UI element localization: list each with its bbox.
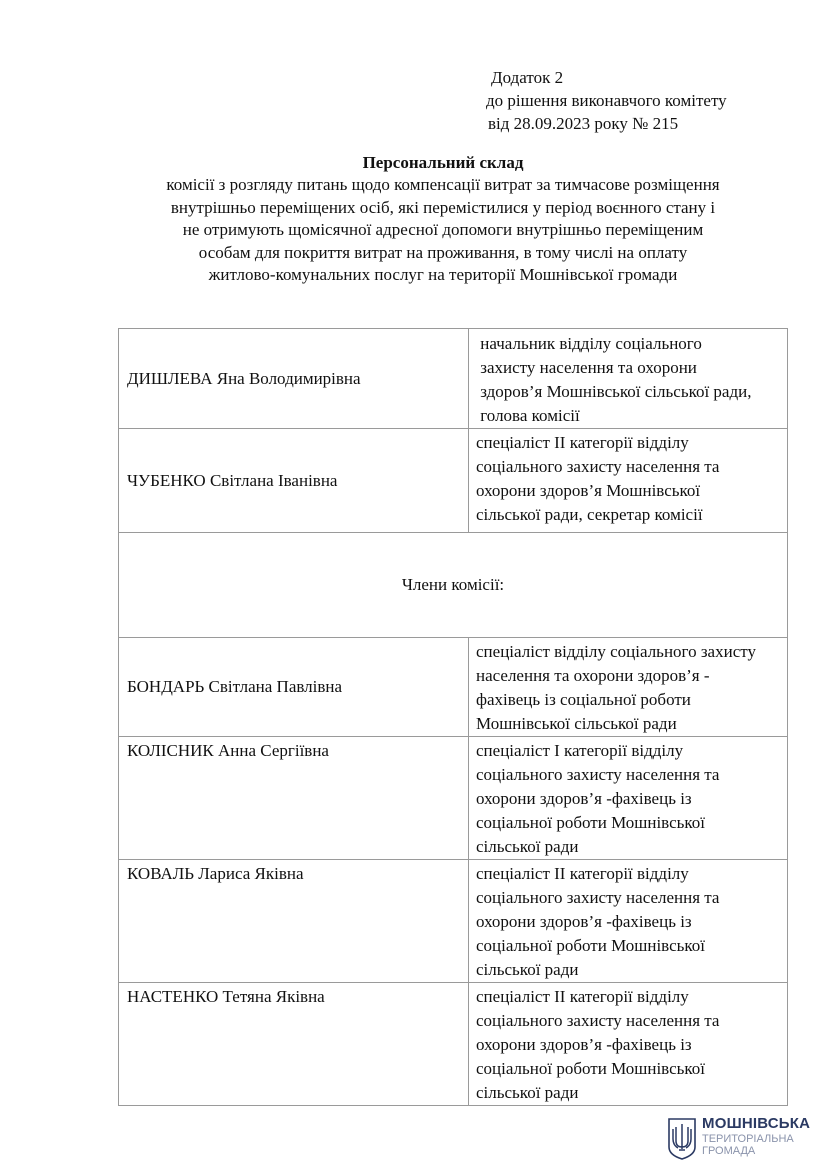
member-role <box>469 429 788 533</box>
logo-line-3: ГРОМАДА <box>702 1145 756 1157</box>
role-line: сільської ради <box>476 960 579 979</box>
subtitle-line: внутрішньо переміщених осіб, які перемістилися у період воєнного стану і <box>170 197 716 217</box>
role-line: охорони здоров’я -фахівець із <box>476 912 692 931</box>
member-name: КОВАЛЬ Лариса Яківна <box>119 860 469 983</box>
role-line: населення та охорони здоров’я - <box>476 666 710 685</box>
document-subtitle <box>100 174 786 287</box>
role-line: захисту населення та охорони <box>476 358 697 377</box>
role-line: охорони здоров’я -фахівець із <box>476 789 692 808</box>
role-line: соціального захисту населення та <box>476 888 720 907</box>
table-row <box>119 329 788 429</box>
member-role <box>469 329 788 429</box>
document-title: Персональний склад <box>362 153 524 172</box>
table-row <box>119 860 788 983</box>
table-row <box>119 737 788 860</box>
role-line: спеціаліст ІІ категорії відділу <box>476 987 689 1006</box>
table-row <box>119 983 788 1106</box>
table-row <box>119 533 788 638</box>
role-line: соціальної роботи Мошнівської <box>476 813 706 832</box>
role-line: соціальної роботи Мошнівської <box>476 936 706 955</box>
member-role <box>469 737 788 860</box>
role-line: спеціаліст ІІ категорії відділу <box>476 433 689 452</box>
subtitle-line: комісії з розгляду питань щодо компенсації витрат за тимчасове розміщення <box>166 175 720 194</box>
role-line: сільської ради, секретар комісії <box>476 505 703 524</box>
table-row <box>119 638 788 737</box>
role-line: соціальної роботи Мошнівської <box>476 1059 706 1078</box>
annex-decision-ref: до рішення виконавчого комітету <box>486 91 727 110</box>
logo-brand: МОШНІВСЬКА <box>702 1115 811 1132</box>
logo-line-2: ТЕРИТОРІАЛЬНА <box>702 1133 794 1145</box>
role-line: начальник відділу соціального <box>476 334 702 353</box>
annex-number: Додаток 2 <box>491 68 564 87</box>
table-row <box>119 429 788 533</box>
annex-date: від 28.09.2023 року № 215 <box>488 114 679 133</box>
role-line: охорони здоров’я Мошнівської <box>476 481 701 500</box>
role-line: сільської ради <box>476 837 579 856</box>
role-line: фахівець із соціальної роботи <box>476 690 691 709</box>
member-role <box>469 983 788 1106</box>
role-line: соціального захисту населення та <box>476 1011 720 1030</box>
commission-table <box>118 328 788 1106</box>
role-line: спеціаліст І категорії відділу <box>476 741 684 760</box>
member-name: ДИШЛЕВА Яна Володимирівна <box>119 329 469 429</box>
member-name: КОЛІСНИК Анна Сергіївна <box>119 737 469 860</box>
role-line: сільської ради <box>476 1083 579 1102</box>
role-line: Мошнівської сільської ради <box>476 714 677 733</box>
role-line: спеціаліст ІІ категорії відділу <box>476 864 689 883</box>
annex-header <box>486 66 727 135</box>
role-line: голова комісії <box>476 406 580 425</box>
subtitle-line: не отримують щомісячної адресної допомоги внутрішньо переміщеним <box>182 220 704 239</box>
subtitle-line: житлово-комунальних послуг на території Мошнівської громади <box>208 265 678 284</box>
role-line: соціального захисту населення та <box>476 457 720 476</box>
community-logo <box>664 1114 814 1162</box>
member-name: ЧУБЕНКО Світлана Іванівна <box>119 429 469 533</box>
trident-coat-of-arms-icon <box>667 1117 697 1161</box>
member-role <box>469 860 788 983</box>
member-name: БОНДАРЬ Світлана Павлівна <box>119 638 469 737</box>
role-line: спеціаліст відділу соціального захисту <box>476 642 756 661</box>
subtitle-line: особам для покриття витрат на проживання, в тому числі на оплату <box>198 242 688 262</box>
member-role <box>469 638 788 737</box>
role-line: здоров’я Мошнівської сільської ради, <box>476 382 752 401</box>
member-name: НАСТЕНКО Тетяна Яківна <box>119 983 469 1106</box>
role-line: охорони здоров’я -фахівець із <box>476 1035 692 1054</box>
members-heading: Члени комісії: <box>119 533 788 638</box>
role-line: соціального захисту населення та <box>476 765 720 784</box>
